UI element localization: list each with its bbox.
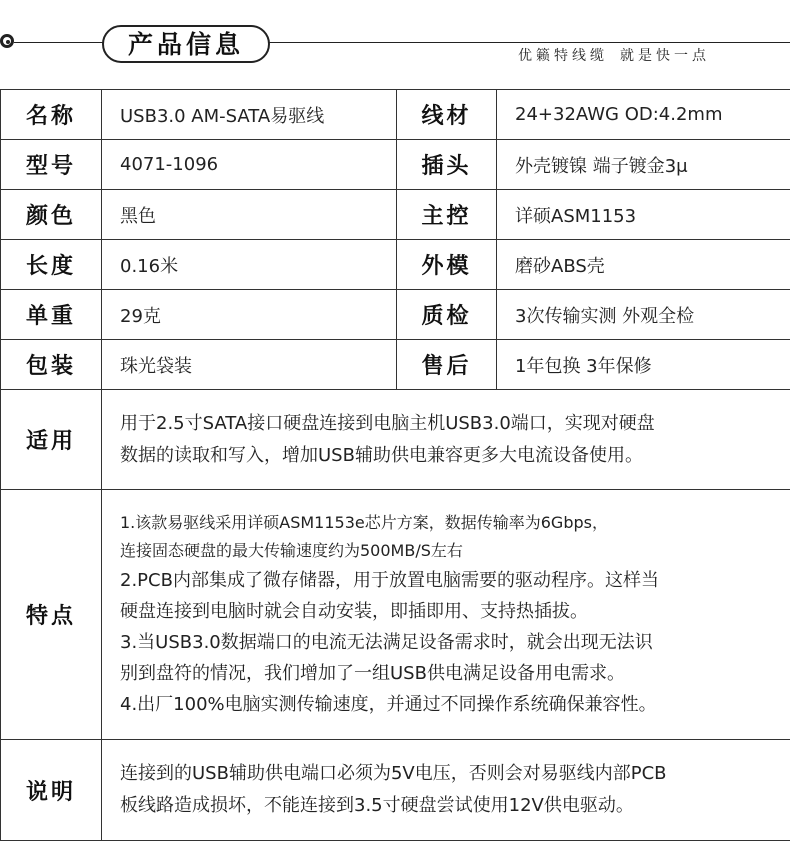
section-header — [0, 0, 790, 88]
spec-row-color — [1, 190, 790, 240]
notes-text — [102, 740, 790, 841]
spec-value: 外壳镀镍 端子镀金3μ — [497, 140, 790, 190]
spec-label: 颜色 — [1, 190, 102, 240]
spec-value: 黑色 — [102, 190, 397, 240]
spec-value: 珠光袋装 — [102, 340, 397, 390]
spec-value: 磨砂ABS壳 — [497, 240, 790, 290]
feature-line: 3.当USB3.0数据端口的电流无法满足设备需求时，就会出现无法识 — [120, 627, 772, 658]
features-text — [102, 490, 790, 740]
usage-line: 数据的读取和写入，增加USB辅助供电兼容更多大电流设备使用。 — [120, 440, 772, 472]
usage-text — [102, 390, 790, 490]
spec-value: 4071-1096 — [102, 140, 397, 190]
notes-line: 板线路造成损坏，不能连接到3.5寸硬盘尝试使用12V供电驱动。 — [120, 790, 772, 822]
feature-line: 别到盘符的情况，我们增加了一组USB供电满足设备用电需求。 — [120, 658, 772, 689]
brand-slogan — [518, 45, 710, 65]
spec-row-name — [1, 90, 790, 140]
spec-value: 1年包换 3年保修 — [497, 340, 790, 390]
feature-line: 2.PCB内部集成了微存储器，用于放置电脑需要的驱动程序。这样当 — [120, 565, 772, 596]
spec-label: 包装 — [1, 340, 102, 390]
notes-label: 说明 — [1, 740, 102, 841]
slogan-brand: 优籁特线缆 — [518, 48, 608, 64]
spec-label: 名称 — [1, 90, 102, 140]
spec-label: 单重 — [1, 290, 102, 340]
slogan-tagline: 就是快一点 — [620, 48, 710, 64]
spec-row-length — [1, 240, 790, 290]
spec-label: 插头 — [397, 140, 497, 190]
features-label: 特点 — [1, 490, 102, 740]
spec-value: 0.16米 — [102, 240, 397, 290]
spec-label: 外模 — [397, 240, 497, 290]
product-spec-table — [0, 89, 790, 841]
feature-line: 1.该款易驱线采用详硕ASM1153e芯片方案，数据传输率为6Gbps， — [120, 509, 772, 537]
spec-row-weight — [1, 290, 790, 340]
header-line-left — [14, 42, 104, 43]
spec-label: 长度 — [1, 240, 102, 290]
usage-line: 用于2.5寸SATA接口硬盘连接到电脑主机USB3.0端口，实现对硬盘 — [120, 408, 772, 440]
spec-value: USB3.0 AM-SATA易驱线 — [102, 90, 397, 140]
spec-value: 29克 — [102, 290, 397, 340]
notes-line: 连接到的USB辅助供电端口必须为5V电压，否则会对易驱线内部PCB — [120, 758, 772, 790]
section-title: 产品信息 — [102, 25, 270, 63]
spec-label: 主控 — [397, 190, 497, 240]
header-line-right — [268, 42, 790, 43]
feature-line: 连接固态硬盘的最大传输速度约为500MB/S左右 — [120, 537, 772, 565]
spec-label: 售后 — [397, 340, 497, 390]
circle-bullet-icon — [0, 34, 14, 48]
spec-label: 线材 — [397, 90, 497, 140]
spec-value: 24+32AWG OD:4.2mm — [497, 90, 790, 140]
usage-label: 适用 — [1, 390, 102, 490]
features-row — [1, 490, 790, 740]
feature-line: 硬盘连接到电脑时就会自动安装，即插即用、支持热插拔。 — [120, 596, 772, 627]
notes-row — [1, 740, 790, 841]
spec-value: 详硕ASM1153 — [497, 190, 790, 240]
feature-line: 4.出厂100%电脑实测传输速度，并通过不同操作系统确保兼容性。 — [120, 689, 772, 720]
spec-value: 3次传输实测 外观全检 — [497, 290, 790, 340]
spec-row-packaging — [1, 340, 790, 390]
spec-label: 型号 — [1, 140, 102, 190]
spec-label: 质检 — [397, 290, 497, 340]
usage-row — [1, 390, 790, 490]
spec-row-model — [1, 140, 790, 190]
